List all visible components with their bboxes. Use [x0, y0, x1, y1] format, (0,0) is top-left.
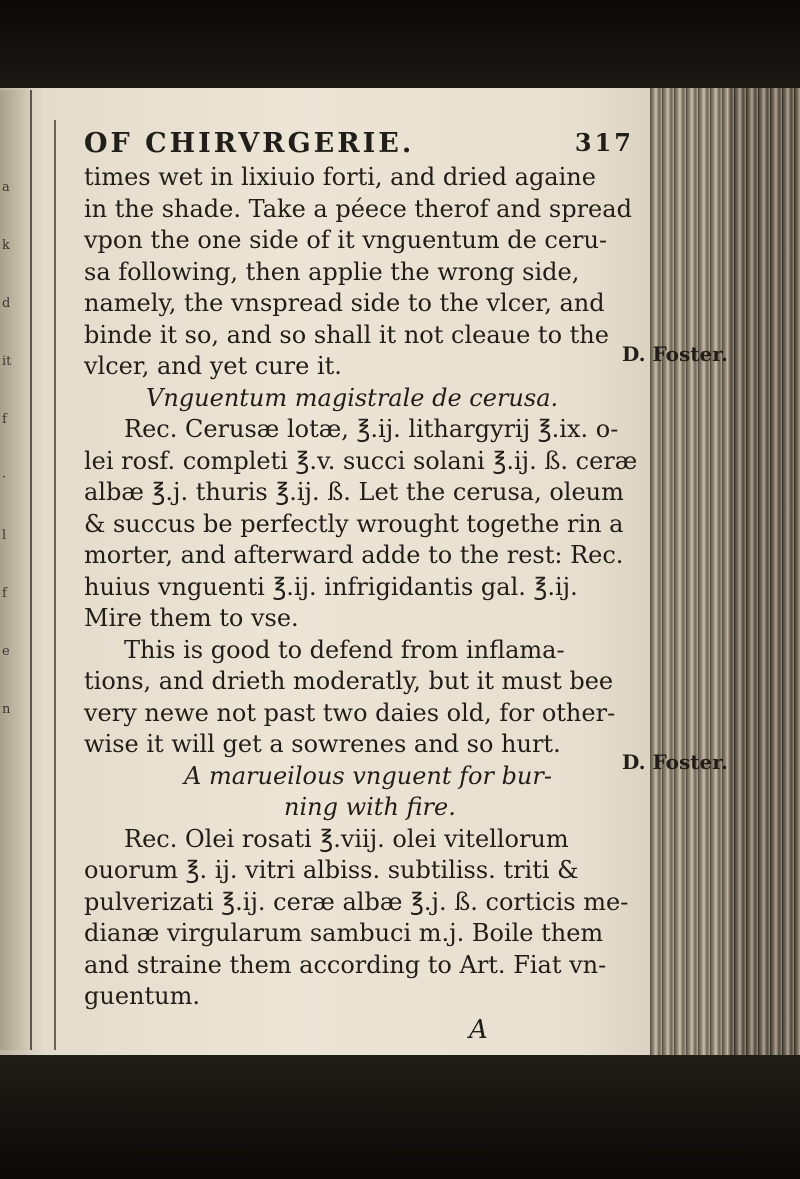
fragment: n	[2, 702, 11, 717]
text-line: & succus be perfectly wrought togethe rin a	[84, 509, 624, 538]
fragment: ·	[2, 470, 7, 485]
text-line: This is good to defend from inflama-	[124, 635, 565, 664]
margin-note: D. Foster.	[622, 342, 728, 366]
page-text	[84, 128, 674, 1047]
text-line: in the shade. Take a péece therof and spread	[84, 194, 632, 223]
bottom-shadow	[0, 1055, 800, 1179]
fragment: a	[2, 180, 10, 195]
text-line: sa following, then applie the wrong side,	[84, 257, 580, 286]
text-line: dianæ virgularum sambuci m.j. Boile them	[84, 919, 604, 947]
gutter-rule	[54, 120, 56, 1050]
text-line: albæ ℥.j. thuris ℥.ij. ß. Let the cerusa, oleum	[84, 478, 624, 506]
text-line: times wet in lixiuio forti, and dried againe	[84, 163, 596, 191]
top-shadow	[0, 0, 800, 95]
running-header	[84, 128, 674, 162]
text-line: Rec. Cerusæ lotæ, ℥.ij. lithargyrij ℥.ix. o-	[124, 415, 619, 443]
text-line: huius vnguenti ℥.ij. infrigidantis gal. ℥.ij.	[84, 572, 578, 601]
fragment: f	[2, 412, 7, 427]
section-heading: ning with fire.	[284, 793, 456, 821]
text-line: binde it so, and so shall it not cleaue to the	[84, 320, 609, 349]
catchword: A	[469, 1014, 488, 1045]
section-heading: A marueilous vnguent for bur-	[184, 761, 552, 790]
fragment: l	[2, 528, 7, 543]
text-line: namely, the vnspread side to the vlcer, and	[84, 289, 605, 317]
text-line: ouorum ℥. ij. vitri albiss. subtiliss. triti &	[84, 856, 579, 884]
text-line: and straine them according to Art. Fiat vn-	[84, 950, 607, 979]
text-line: Rec. Olei rosati ℥.viij. olei vitellorum	[124, 824, 569, 853]
section-heading: Vnguentum magistrale de cerusa.	[146, 383, 559, 412]
text-line: very newe not past two daies old, for other-	[84, 698, 616, 727]
text-line: wise it will get a sowrenes and so hurt.	[84, 730, 561, 758]
margin-note: D. Foster.	[622, 750, 728, 774]
text-line: pulverizati ℥.ij. ceræ albæ ℥.j. ß. corticis me-	[84, 887, 629, 916]
fragment: k	[2, 238, 10, 253]
fragment: d	[2, 296, 11, 311]
fragment: it	[2, 354, 12, 369]
text-line: guentum.	[84, 982, 200, 1010]
text-line: Mire them to vse.	[84, 604, 299, 632]
page-number: 317	[574, 128, 634, 157]
text-line: morter, and afterward adde to the rest: Rec.	[84, 541, 624, 569]
fragment: f	[2, 586, 7, 601]
text-line: lei rosf. completi ℥.v. succi solani ℥.ij. ß. ceræ	[84, 446, 638, 475]
fragment: e	[2, 644, 10, 659]
text-line: vlcer, and yet cure it.	[84, 352, 342, 380]
text-line: tions, and drieth moderatly, but it must bee	[84, 667, 614, 695]
text-line: vpon the one side of it vnguentum de ceru-	[84, 226, 608, 254]
running-title: OF CHIRVRGERIE.	[84, 128, 415, 159]
previous-page-fragments	[2, 180, 26, 780]
